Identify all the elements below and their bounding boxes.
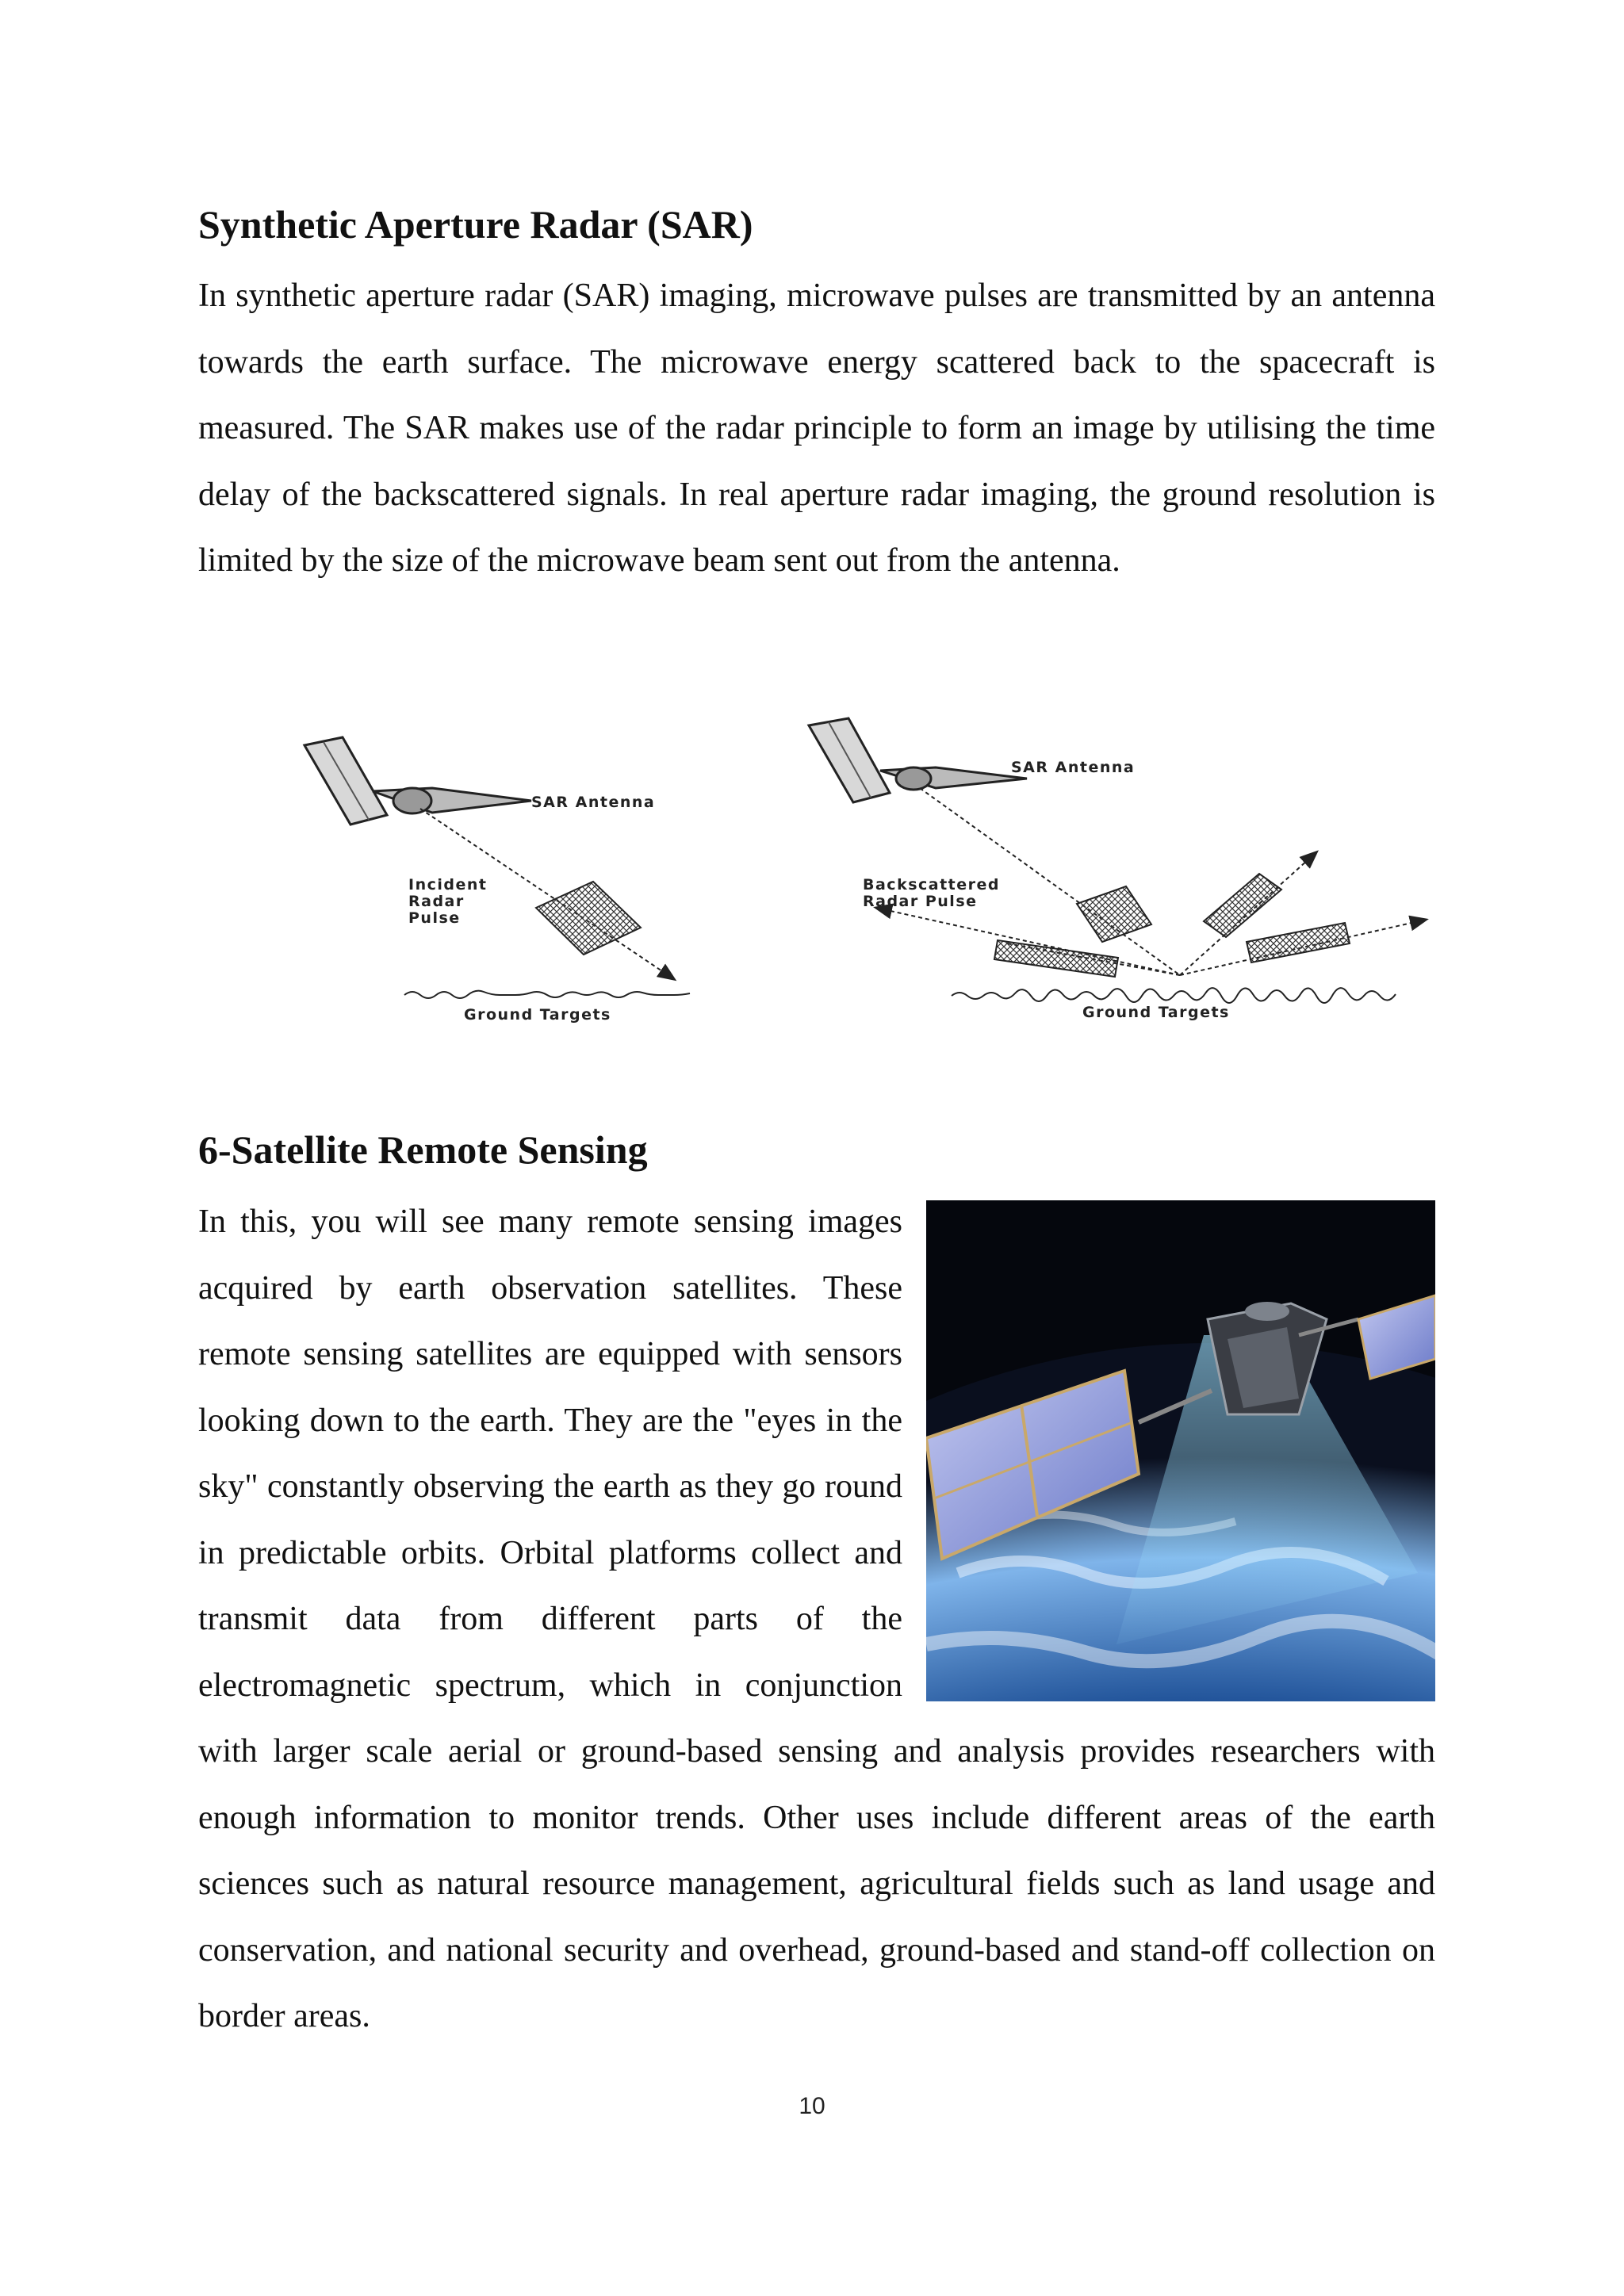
satellite-photo [926, 1200, 1435, 1701]
pulse-icon [1247, 923, 1350, 962]
radar-label: Radar [408, 893, 465, 910]
incident-pulse-icon [536, 882, 641, 955]
backscattered-label: Backscattered [863, 876, 1001, 894]
satellite-icon [304, 737, 531, 825]
radar-pulse-label: Radar Pulse [863, 893, 978, 910]
page-number: 10 [799, 2093, 825, 2119]
pulse-icon [1204, 874, 1281, 937]
sar-antenna-label: SAR Antenna [531, 794, 656, 811]
sar-diagram [293, 706, 1451, 1023]
sar-antenna-label: SAR Antenna [1011, 759, 1136, 776]
satellite-icon [809, 718, 1027, 802]
section-title-satellite: 6-Satellite Remote Sensing [198, 1127, 648, 1172]
ground-targets-label: Ground Targets [1082, 1004, 1230, 1021]
satellite-paragraph: In this, you will see many remote sensing images acquired by earth observation satellites. These remote sensing satellites are equipped with sensors looking down to the earth. They are the "eyes in the sky" constantly observing the earth as they go round in predictable orbits. Orbital platforms collect and transmit data from different parts of the electromagnetic spectrum, which in conjunction with larger scale aerial or ground-based sensing and analysis provides researchers with enough information to monitor trends. Other uses include different areas of the earth sciences such as natural resource management, agricultural fields such as land usage and conservation, and national security and overhead, ground-based and stand-off collection on border areas. [198, 1203, 1435, 2034]
incident-pulse-panel [304, 737, 690, 1023]
incident-label: Incident [408, 876, 488, 894]
section-title-sar: Synthetic Aperture Radar (SAR) [198, 202, 753, 247]
ground-targets-label: Ground Targets [464, 1006, 611, 1023]
sar-paragraph: In synthetic aperture radar (SAR) imaging, microwave pulses are transmitted by an antenna towards the earth surface. The microwave energy scattered back to the spacecraft is measured. The SAR makes use of the radar principle to form an image by utilising the time delay of the backscattered signals. In real aperture radar imaging, the ground resolution is limited by the size of the microwave beam sent out from the antenna. [198, 277, 1435, 579]
satellite-section [198, 1189, 1435, 2050]
pulse-icon [1077, 886, 1151, 942]
pulse-label: Pulse [408, 909, 461, 927]
pulse-icon [994, 940, 1118, 977]
backscatter-pulse-panel [809, 718, 1426, 1021]
